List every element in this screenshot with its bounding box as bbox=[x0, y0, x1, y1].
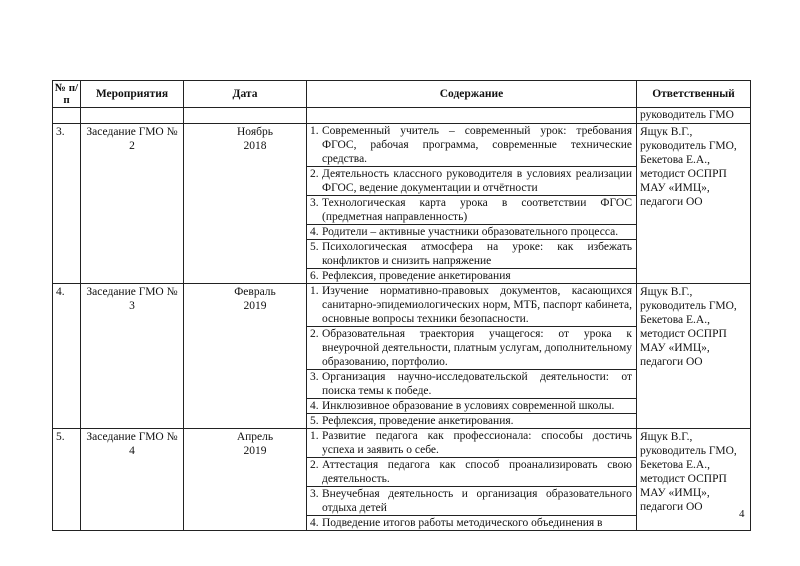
header-event: Мероприятия bbox=[81, 81, 184, 108]
item-number: 1. bbox=[310, 430, 319, 442]
date-text: Февраль 2019 bbox=[234, 286, 276, 312]
header-date: Дата bbox=[184, 81, 307, 108]
item-text: Рефлексия, проведение анкетирования bbox=[322, 270, 511, 282]
item-text: Психологическая атмосфера на уроке: как избежать конфликтов и снизить напряжение bbox=[322, 241, 632, 267]
header-content: Содержание bbox=[307, 81, 637, 108]
item-text: Внеучебная деятельность и организация образовательного отдыха детей bbox=[322, 488, 632, 514]
item-text: Образовательная траектория учащегося: от урока к внеурочной деятельности, платным услугам, дополнительному образованию, портфолио. bbox=[322, 328, 632, 368]
table-row bbox=[53, 124, 751, 284]
content-item bbox=[307, 284, 636, 327]
item-number: 5. bbox=[310, 241, 319, 253]
item-number: 4. bbox=[310, 226, 319, 238]
content-item bbox=[307, 399, 636, 414]
content-item bbox=[307, 327, 636, 370]
continuation-responsible: руководитель ГМО bbox=[637, 108, 751, 124]
content-item bbox=[307, 370, 636, 399]
page-number: 4 bbox=[739, 508, 745, 520]
item-number: 4. bbox=[310, 400, 319, 412]
event-date bbox=[184, 124, 307, 284]
date-text: Ноябрь 2018 bbox=[237, 126, 273, 152]
content-item bbox=[307, 225, 636, 240]
item-text: Современный учитель – современный урок: требования ФГОС, рабочая программа, современные технические средства. bbox=[322, 125, 632, 165]
item-number: 4. bbox=[310, 517, 319, 529]
item-text: Организация научно-исследовательской деятельности: от поиска темы к победе. bbox=[322, 371, 632, 397]
content-cell bbox=[307, 124, 637, 284]
content-item bbox=[307, 269, 636, 283]
item-number: 2. bbox=[310, 459, 319, 471]
content-item bbox=[307, 240, 636, 269]
content-item bbox=[307, 414, 636, 428]
item-text: Технологическая карта урока в соответствии ФГОС (предметная направленность) bbox=[322, 197, 632, 223]
responsible: Ящук В.Г., руководитель ГМО, Бекетова Е.А., методист ОСПРП МАУ «ИМЦ», педагоги ОО bbox=[637, 124, 751, 284]
item-number: 5. bbox=[310, 415, 319, 427]
item-text: Рефлексия, проведение анкетирования. bbox=[322, 415, 514, 427]
item-text: Деятельность классного руководителя в условиях реализации ФГОС, ведение документации и отчётности bbox=[322, 168, 632, 194]
item-text: Изучение нормативно-правовых документов, касающихся санитарно-эпидемиологических норм, МТБ, паспорт кабинета, основные вопросы техники безопасности. bbox=[322, 285, 632, 325]
content-cell bbox=[307, 284, 637, 429]
content-item bbox=[307, 124, 636, 167]
content-item bbox=[307, 196, 636, 225]
item-text: Развитие педагога как профессионала: способы достичь успеха и заявить о себе. bbox=[322, 430, 632, 456]
content-item bbox=[307, 487, 636, 516]
item-number: 1. bbox=[310, 125, 319, 137]
responsible: Ящук В.Г., руководитель ГМО, Бекетова Е.А., методист ОСПРП МАУ «ИМЦ», педагоги ОО bbox=[637, 429, 751, 531]
item-number: 3. bbox=[310, 488, 319, 500]
item-number: 6. bbox=[310, 270, 319, 282]
event-name: Заседание ГМО № 2 bbox=[81, 124, 184, 284]
item-number: 3. bbox=[310, 197, 319, 209]
item-text: Аттестация педагога как способ проанализировать свою деятельность. bbox=[322, 459, 632, 485]
event-date bbox=[184, 429, 307, 531]
event-name: Заседание ГМО № 3 bbox=[81, 284, 184, 429]
header-row bbox=[53, 81, 751, 108]
row-number: 4. bbox=[53, 284, 81, 429]
event-name: Заседание ГМО № 4 bbox=[81, 429, 184, 531]
item-text: Подведение итогов работы методического объединения в bbox=[322, 517, 603, 529]
content-item bbox=[307, 458, 636, 487]
content-item bbox=[307, 167, 636, 196]
header-responsible: Ответственный bbox=[637, 81, 751, 108]
plan-table bbox=[52, 80, 751, 531]
row-number: 3. bbox=[53, 124, 81, 284]
item-number: 2. bbox=[310, 168, 319, 180]
item-number: 3. bbox=[310, 371, 319, 383]
item-text: Инклюзивное образование в условиях современной школы. bbox=[322, 400, 615, 412]
responsible: Ящук В.Г., руководитель ГМО, Бекетова Е.А., методист ОСПРП МАУ «ИМЦ», педагоги ОО bbox=[637, 284, 751, 429]
item-number: 1. bbox=[310, 285, 319, 297]
content-item bbox=[307, 516, 636, 530]
header-num: № п/п bbox=[53, 81, 81, 108]
date-text: Апрель 2019 bbox=[236, 431, 274, 457]
item-number: 2. bbox=[310, 328, 319, 340]
content-cell bbox=[307, 429, 637, 531]
table-row bbox=[53, 284, 751, 429]
event-date bbox=[184, 284, 307, 429]
table-row bbox=[53, 429, 751, 531]
continuation-row bbox=[53, 108, 751, 124]
row-number: 5. bbox=[53, 429, 81, 531]
item-text: Родители – активные участники образовательного процесса. bbox=[322, 226, 619, 238]
content-item bbox=[307, 429, 636, 458]
